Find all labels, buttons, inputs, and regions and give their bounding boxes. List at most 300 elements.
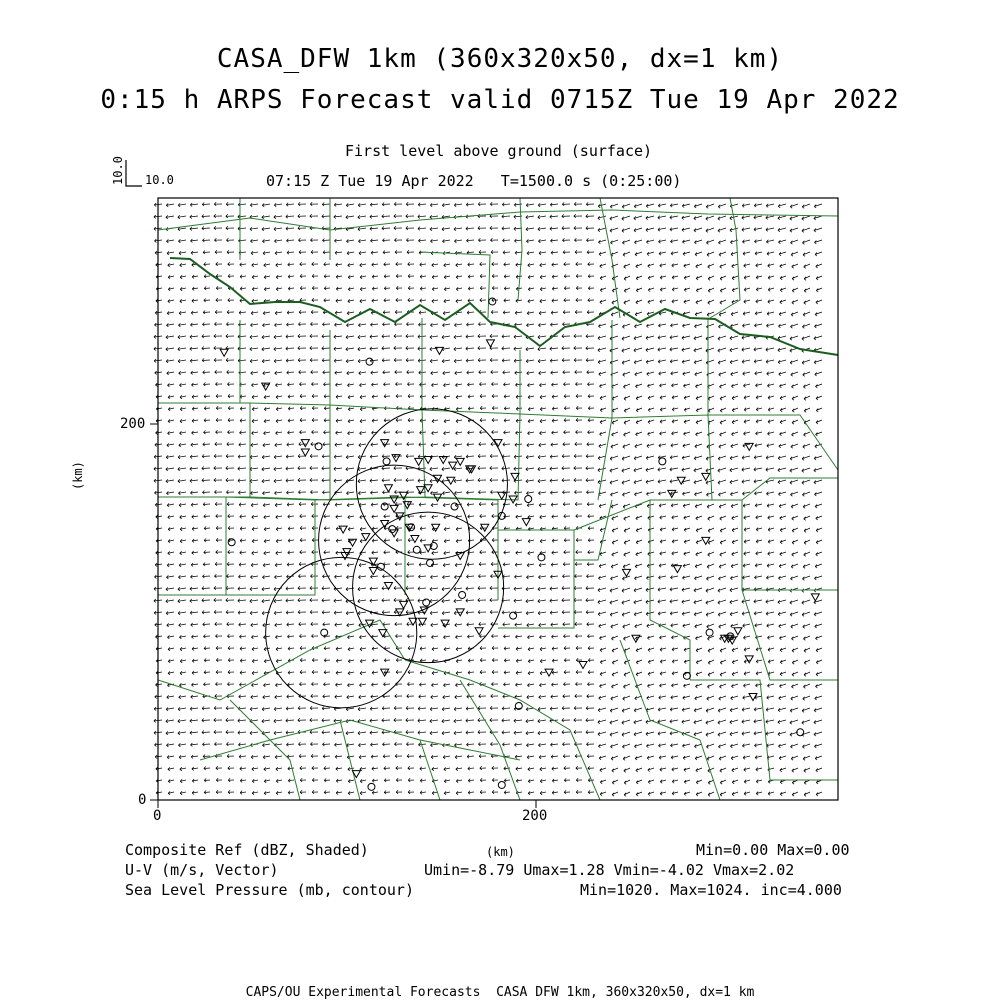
wind-vector — [804, 300, 810, 304]
wind-vector — [600, 276, 606, 280]
wind-vector — [574, 610, 582, 614]
wind-vector — [612, 408, 618, 412]
wind-vector — [503, 563, 510, 567]
wind-vector — [768, 288, 774, 292]
wind-vector — [660, 276, 666, 280]
wind-vector — [156, 431, 163, 435]
wind-vector — [359, 371, 366, 375]
wind-vector — [311, 682, 318, 686]
wind-vector — [226, 598, 234, 602]
wind-vector — [791, 636, 798, 640]
wind-vector — [563, 562, 570, 566]
wind-vector — [214, 742, 222, 746]
wind-vector — [574, 454, 582, 458]
wind-vector — [480, 286, 486, 290]
wind-vector — [180, 539, 186, 543]
wind-vector — [216, 418, 222, 422]
wind-vector — [766, 708, 774, 712]
wind-vector — [575, 622, 582, 626]
wind-vector — [598, 480, 606, 484]
wind-vector — [526, 467, 534, 471]
wind-vector — [490, 466, 498, 470]
wind-vector — [622, 468, 630, 472]
wind-vector — [168, 779, 174, 783]
wind-vector — [371, 371, 378, 375]
wind-vector — [660, 552, 666, 556]
wind-vector — [563, 694, 570, 698]
wind-vector — [263, 695, 270, 699]
wind-vector — [803, 624, 810, 628]
wind-vector — [324, 287, 330, 291]
wind-vector — [371, 695, 378, 699]
wind-vector — [442, 359, 450, 363]
wind-vector — [418, 587, 426, 591]
wind-vector — [214, 202, 222, 206]
wind-vector — [744, 768, 750, 772]
wind-vector — [732, 528, 738, 532]
wind-vector — [252, 551, 258, 555]
wind-vector — [456, 407, 462, 411]
wind-vector — [190, 719, 198, 723]
wind-vector — [780, 264, 786, 268]
wind-vector — [430, 335, 438, 339]
wind-vector — [238, 335, 246, 339]
wind-vector — [707, 252, 714, 256]
wind-vector — [791, 444, 798, 448]
wind-vector — [324, 419, 330, 423]
wind-vector — [252, 275, 258, 279]
wind-vector — [624, 420, 630, 424]
wind-vector — [322, 467, 330, 471]
wind-vector — [444, 791, 450, 795]
wind-vector — [756, 540, 762, 544]
wind-vector — [336, 431, 343, 435]
wind-vector — [276, 515, 282, 519]
wind-vector — [502, 611, 510, 615]
wind-vector — [420, 527, 426, 531]
wind-vector — [754, 216, 762, 220]
wind-vector — [480, 778, 486, 782]
wind-vector — [370, 575, 378, 579]
wind-vector — [275, 371, 282, 375]
wind-vector — [466, 587, 474, 591]
wind-vector — [682, 228, 690, 232]
wind-vector — [228, 646, 234, 650]
wind-vector — [251, 563, 258, 567]
wind-vector — [180, 431, 187, 435]
wind-vector — [802, 456, 810, 460]
wind-vector — [454, 467, 462, 471]
wind-vector — [636, 420, 642, 424]
wind-vector — [216, 286, 222, 290]
wind-vector — [418, 707, 426, 711]
wind-vector — [802, 468, 810, 472]
wind-vector — [754, 456, 762, 460]
wind-vector — [562, 490, 570, 494]
wind-vector — [672, 648, 678, 652]
wind-vector — [168, 263, 174, 267]
wind-vector — [574, 718, 582, 722]
wind-vector — [588, 550, 594, 554]
wind-vector — [382, 215, 390, 219]
wind-vector — [239, 563, 246, 567]
wind-vector — [575, 694, 582, 698]
wind-vector — [646, 204, 654, 208]
wind-vector — [754, 348, 762, 352]
wind-vector — [384, 779, 390, 783]
wind-vector — [683, 756, 690, 760]
wind-vector — [767, 504, 774, 508]
wind-vector — [310, 574, 318, 578]
wind-vector — [636, 276, 642, 280]
wind-vector — [478, 598, 486, 602]
wind-vector — [624, 300, 630, 304]
wind-vector — [214, 706, 222, 710]
wind-vector — [552, 551, 558, 555]
wind-vector — [202, 731, 210, 735]
wind-vector — [250, 611, 258, 615]
station-triangle — [811, 594, 819, 601]
wind-vector — [804, 432, 811, 436]
wind-vector — [768, 432, 775, 436]
wind-vector — [323, 251, 330, 255]
wind-vector — [646, 360, 654, 364]
wind-vector — [552, 671, 558, 675]
wind-vector — [526, 203, 534, 207]
wind-vector — [347, 383, 354, 387]
wind-vector — [659, 684, 666, 688]
wind-vector — [444, 551, 450, 555]
wind-vector — [479, 502, 486, 506]
wind-vector — [682, 492, 690, 496]
wind-vector — [370, 455, 378, 459]
wind-vector — [755, 372, 762, 376]
wind-vector — [166, 203, 174, 207]
wind-vector — [528, 659, 534, 663]
wind-vector — [527, 563, 534, 567]
wind-vector — [778, 480, 786, 484]
wind-vector — [382, 323, 390, 327]
wind-vector — [624, 552, 630, 556]
wind-vector — [492, 658, 498, 662]
wind-vector — [623, 624, 630, 628]
wind-vector — [384, 431, 391, 435]
wind-vector — [814, 732, 822, 736]
wind-vector — [407, 442, 414, 446]
wind-vector — [766, 600, 774, 604]
wind-vector — [612, 660, 618, 664]
station-triangle — [379, 630, 387, 637]
wind-vector — [240, 515, 246, 519]
wind-vector — [478, 238, 486, 242]
wind-vector — [514, 239, 522, 243]
wind-vector — [564, 790, 570, 794]
wind-vector — [696, 768, 702, 772]
wind-vector — [695, 504, 702, 508]
wind-vector — [778, 216, 786, 220]
wind-vector — [780, 672, 786, 676]
wind-vector — [574, 706, 582, 710]
wind-vector — [720, 264, 726, 268]
wind-vector — [467, 635, 474, 639]
wind-vector — [251, 623, 258, 627]
wind-vector — [706, 240, 714, 244]
wind-vector — [191, 695, 198, 699]
wind-vector — [202, 587, 210, 591]
wind-vector — [587, 562, 594, 566]
wind-vector — [802, 204, 810, 208]
wind-vector — [707, 564, 714, 568]
wind-vector — [600, 768, 606, 772]
wind-vector — [720, 660, 726, 664]
wind-vector — [502, 743, 510, 747]
wind-vector — [599, 372, 606, 376]
wind-vector — [336, 299, 342, 303]
wind-vector — [768, 672, 774, 676]
wind-vector — [540, 407, 546, 411]
wind-vector — [406, 742, 414, 746]
wind-vector — [792, 768, 798, 772]
wind-vector — [250, 347, 258, 351]
wind-vector — [790, 708, 798, 712]
wind-vector — [490, 490, 498, 494]
wind-vector — [778, 744, 786, 748]
wind-vector — [240, 395, 246, 399]
wind-vector — [563, 442, 570, 446]
wind-vector — [502, 227, 510, 231]
wind-vector — [178, 587, 186, 591]
wind-vector — [252, 419, 258, 423]
wind-vector — [658, 720, 666, 724]
wind-vector — [358, 227, 366, 231]
wind-vector — [707, 696, 714, 700]
wind-vector — [432, 419, 438, 423]
wind-vector — [527, 635, 534, 639]
wind-vector — [526, 323, 534, 327]
wind-vector — [564, 550, 570, 554]
wind-vector — [478, 706, 486, 710]
wind-vector — [792, 780, 798, 784]
wind-vector — [660, 408, 666, 412]
wind-vector — [262, 323, 270, 327]
wind-vector — [684, 540, 690, 544]
wind-vector — [694, 336, 702, 340]
wind-vector — [336, 791, 342, 795]
wind-vector — [372, 671, 378, 675]
wind-vector — [335, 695, 342, 699]
wind-vector — [336, 419, 342, 423]
wind-vector — [371, 383, 378, 387]
wind-vector — [587, 250, 594, 254]
wind-vector — [466, 611, 474, 615]
wind-vector — [226, 490, 234, 494]
wind-vector — [754, 468, 762, 472]
wind-vector — [790, 456, 798, 460]
wind-vector — [180, 767, 186, 771]
wind-vector — [611, 564, 618, 568]
wind-vector — [719, 624, 726, 628]
station-triangle — [339, 526, 347, 533]
wind-vector — [311, 370, 318, 374]
wind-vector — [226, 238, 234, 242]
wind-vector — [276, 419, 282, 423]
wind-vector — [371, 503, 378, 507]
wind-vector — [310, 322, 318, 326]
wind-vector — [480, 274, 486, 278]
wind-vector — [804, 528, 810, 532]
wind-vector — [504, 647, 510, 651]
wind-vector — [778, 468, 786, 472]
wind-vector — [370, 587, 378, 591]
wind-vector — [299, 502, 306, 506]
wind-vector — [419, 563, 426, 567]
wind-vector — [178, 467, 186, 471]
wind-vector — [478, 334, 486, 338]
wind-vector — [179, 755, 186, 759]
wind-vector — [238, 467, 246, 471]
wind-vector — [684, 420, 690, 424]
wind-vector — [528, 647, 534, 651]
wind-vector — [442, 323, 450, 327]
wind-vector — [346, 611, 354, 615]
wind-vector — [790, 360, 798, 364]
wind-vector — [744, 672, 750, 676]
wind-vector — [815, 312, 822, 316]
wind-vector — [744, 276, 750, 280]
wind-vector — [202, 455, 210, 459]
wind-vector — [564, 646, 570, 650]
wind-vector — [611, 636, 618, 640]
wind-vector — [299, 382, 306, 386]
wind-vector — [515, 755, 522, 759]
wind-vector — [814, 612, 822, 616]
wind-vector — [418, 731, 426, 735]
wind-vector — [455, 695, 462, 699]
wind-vector — [336, 287, 342, 291]
wind-vector — [274, 359, 282, 363]
wind-vector — [586, 346, 594, 350]
wind-vector — [780, 516, 786, 520]
wind-vector — [275, 251, 282, 255]
wind-vector — [178, 731, 186, 735]
wind-vector — [491, 682, 498, 686]
wind-vector — [490, 238, 498, 242]
wind-vector — [792, 540, 798, 544]
wind-vector — [179, 503, 186, 507]
wind-vector — [694, 324, 702, 328]
wind-vector — [251, 443, 258, 447]
wind-vector — [358, 239, 366, 243]
wind-vector — [228, 526, 234, 530]
wind-vector — [227, 382, 234, 386]
wind-vector — [684, 552, 690, 556]
wind-vector — [502, 335, 510, 339]
wind-vector — [178, 359, 186, 363]
level-subtitle: First level above ground (surface) — [345, 142, 653, 160]
wind-vector — [540, 515, 546, 519]
wind-vector — [526, 719, 534, 723]
wind-vector — [719, 684, 726, 688]
wind-vector — [634, 720, 642, 724]
wind-vector — [562, 334, 570, 338]
wind-vector — [562, 202, 570, 206]
wind-vector — [300, 526, 306, 530]
y-axis-unit: (km) — [71, 461, 85, 490]
wind-vector — [384, 263, 390, 267]
wind-vector — [238, 359, 246, 363]
wind-vector — [612, 780, 618, 784]
wind-vector — [636, 552, 642, 556]
wind-vector — [550, 239, 558, 243]
wind-vector — [275, 563, 282, 567]
wind-vector — [431, 443, 438, 447]
wind-vector — [432, 431, 439, 435]
wind-vector — [178, 227, 186, 231]
wind-vector — [166, 599, 174, 603]
wind-vector — [274, 575, 282, 579]
wind-vector — [300, 286, 306, 290]
wind-vector — [456, 539, 462, 543]
wind-vector — [516, 767, 522, 771]
wind-vector — [624, 408, 630, 412]
wind-vector — [526, 215, 534, 219]
wind-vector — [527, 683, 534, 687]
wind-vector — [431, 695, 438, 699]
wind-vector — [720, 276, 726, 280]
wind-vector — [370, 347, 378, 351]
wind-vector — [180, 527, 186, 531]
wind-vector — [670, 360, 678, 364]
wind-vector — [550, 587, 558, 591]
wind-vector — [166, 743, 174, 747]
wind-vector — [671, 252, 678, 256]
wind-vector — [240, 551, 246, 555]
wind-vector — [766, 456, 774, 460]
wind-vector — [383, 371, 390, 375]
wind-vector — [719, 384, 726, 388]
wind-vector — [670, 336, 678, 340]
wind-vector — [599, 756, 606, 760]
wind-vector — [359, 683, 366, 687]
wind-vector — [180, 647, 186, 651]
wind-vector — [671, 684, 678, 688]
wind-vector — [515, 563, 522, 567]
wind-vector — [718, 456, 726, 460]
wind-vector — [754, 360, 762, 364]
wind-vector — [370, 203, 378, 207]
wind-vector — [636, 264, 642, 268]
wind-vector — [742, 480, 750, 484]
wind-vector — [202, 347, 210, 351]
wind-vector — [647, 444, 654, 448]
wind-vector — [407, 682, 414, 686]
wind-vector — [360, 527, 366, 531]
wind-vector — [622, 480, 630, 484]
wind-vector — [732, 540, 738, 544]
wind-vector — [648, 768, 654, 772]
wind-vector — [382, 347, 390, 351]
wind-vector — [214, 214, 222, 218]
wind-vector — [396, 670, 402, 674]
wind-vector — [274, 611, 282, 615]
wind-vector — [274, 335, 282, 339]
wind-vector — [396, 658, 402, 662]
wind-vector — [767, 636, 774, 640]
wind-vector — [312, 418, 318, 422]
wind-vector — [299, 754, 306, 758]
wind-vector — [192, 791, 198, 795]
wind-vector — [766, 720, 774, 724]
